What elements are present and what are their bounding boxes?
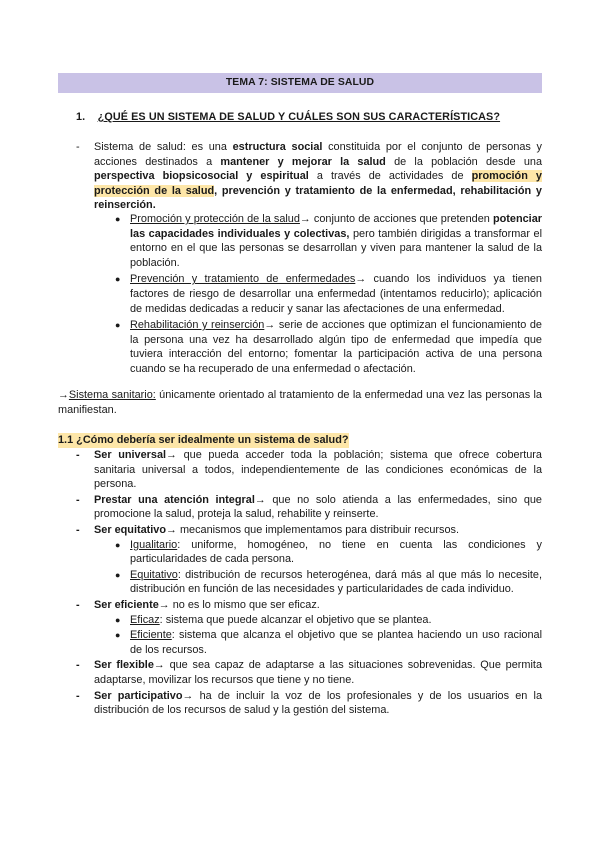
list-item: ● Eficaz: sistema que puede alcanzar el objetivo que se plantea. <box>115 613 432 626</box>
list-item: - Ser flexible→ que sea capaz de adaptarse a las situaciones sobrevenidas. Que permita adaptarse, movilizar los recursos que tiene y no tiene. <box>76 659 542 686</box>
section-number: 1. <box>76 111 86 123</box>
activities-list <box>58 212 542 377</box>
document-title: TEMA 7: SISTEMA DE SALUD <box>58 73 542 93</box>
list-item: ● Promoción y protección de la salud→ conjunto de acciones que pretenden potenciar las capacidades individuales y colectivas, pero también dirigidas a transformar el entorno en el que las personas se desarrollan y viven para mantener la salud de la población. <box>115 213 542 269</box>
section-title: ¿QUÉ ES UN SISTEMA DE SALUD Y CUÁLES SON SUS CARACTERÍSTICAS? <box>97 111 501 123</box>
sanitario-note: →Sistema sanitario: únicamente orientado al tratamiento de la enfermedad una vez las personas la manifiestan. <box>58 389 542 416</box>
list-item: - Ser universal→ que pueda acceder toda la población; sistema que ofrece cobertura sanitaria universal a todos, independientemente de las condiciones económicas de la persona. <box>76 449 542 491</box>
list-item: ● Rehabilitación y reinserción→ serie de acciones que optimizan el funcionamiento de la persona una vez ha desarrollado algún tipo de enfermedad que impedía que tuviera interacción del entorno; fomentar la participación activa de una persona cuando se ha recuperado de una enfermedad o afectación. <box>115 319 542 375</box>
section-heading-1-1: 1.1 ¿Cómo debería ser idealmente un sistema de salud? <box>58 434 349 446</box>
list-item: - Ser eficiente→ no es lo mismo que ser eficaz. <box>76 598 320 611</box>
definition-item: - Sistema de salud: es una estructura social constituida por el conjunto de personas y acciones destinados a mantener y mejorar la salud de la población desde una perspectiva biopsicosocial y espiritual a través de actividades de promoción y protección de la salud, prevención y tratamiento de la enfermedad, rehabilitación y reinserción. <box>58 140 542 213</box>
ideal-list <box>58 448 542 718</box>
definition-block <box>58 140 542 213</box>
list-item: - Ser equitativo→ mecanismos que implementamos para distribuir recursos. <box>76 523 459 536</box>
list-item: - Ser participativo→ ha de incluir la voz de los profesionales y de los usuarios en la distribución de los recursos de salud y la gestión del sistema. <box>76 689 542 717</box>
list-item: ● Igualitario: uniforme, homogéneo, no tiene en cuenta las condiciones y particularidades de cada persona. <box>115 538 542 566</box>
list-item: ● Equitativo: distribución de recursos heterogénea, dará más al que más lo necesite, distribución en función de las necesidades y particularidades de cada individuo. <box>115 568 542 596</box>
list-item: ● Prevención y tratamiento de enfermedades→ cuando los individuos ya tienen factores de riesgo de desarrollar una enfermedad (intentamos reducirlo); aplicación de medidas dedicadas a reducir y sanar las afectaciones de una enfermedad. <box>115 273 542 315</box>
section-heading-1 <box>76 110 500 125</box>
list-item: ● Eficiente: sistema que alcanza el objetivo que se plantea haciendo un uso racional de los recursos. <box>115 629 542 656</box>
list-item: - Prestar una atención integral→ que no solo atienda a las enfermedades, sino que promocione la salud, proteja la salud, rehabilite y reinserte. <box>76 493 542 521</box>
